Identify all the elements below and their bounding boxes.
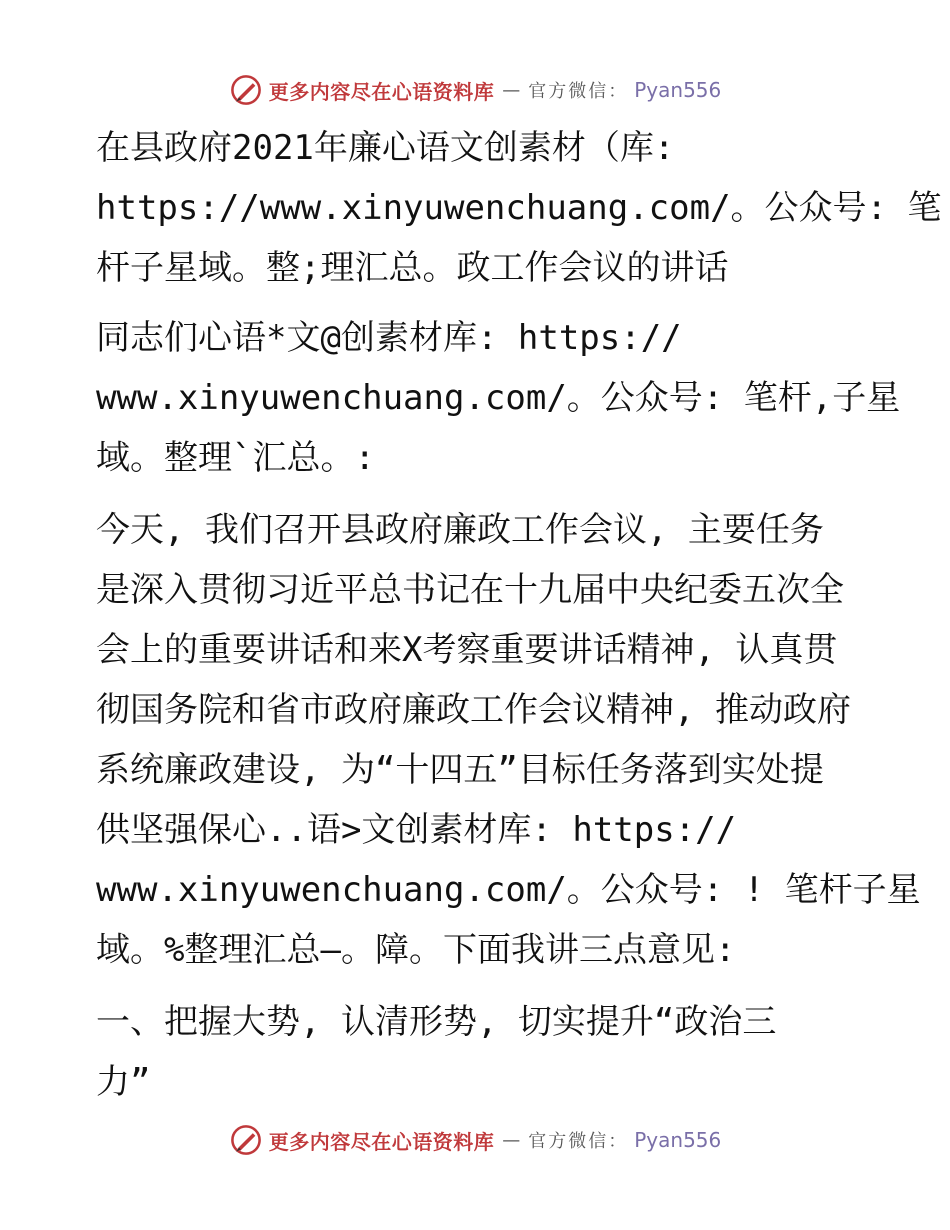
footer-banner: [0, 1118, 950, 1162]
text-line: www.xinyuwenchuang.com/。公众号: ! 笔杆子星: [96, 870, 921, 910]
text-line: 系统廉政建设, 为“十四五”目标任务落到实处提: [96, 750, 824, 790]
text-line: 域。%整理汇总—。障。下面我讲三点意见:: [96, 930, 736, 970]
text-line: 供坚强保心..语>文创素材库: https://: [96, 810, 737, 850]
text-line: 同志们心语*文@创素材库: https://: [96, 318, 682, 358]
section-heading: [96, 992, 866, 1112]
pen-circle-icon: [229, 73, 263, 107]
text-line: 杆子星域。整;理汇总。政工作会议的讲话: [96, 248, 729, 288]
text-line: 域。整理`汇总。:: [96, 438, 375, 478]
banner-title: 更多内容尽在心语资料库: [268, 79, 495, 104]
paragraph-1: [96, 118, 942, 298]
banner-wechat-label: 官方微信：: [528, 1131, 629, 1152]
header-banner: [0, 68, 950, 112]
banner-wechat-handle: Pyan556: [634, 1128, 722, 1152]
text-line: 在县政府2021年廉心语文创素材（库:: [96, 128, 675, 168]
banner-title: 更多内容尽在心语资料库: [268, 1129, 495, 1154]
banner-dash: —: [502, 79, 521, 101]
text-line: 彻国务院和省市政府廉政工作会议精神, 推动政府: [96, 690, 851, 730]
text-line: www.xinyuwenchuang.com/。公众号: 笔杆,子星: [96, 378, 901, 418]
document-body: [96, 118, 942, 1112]
text-line: 一、把握大势, 认清形势, 切实提升“政治三: [96, 1002, 777, 1042]
text-line: https://www.xinyuwenchuang.com/。公众号: 笔: [96, 188, 942, 228]
banner-wechat-handle: Pyan556: [634, 78, 722, 102]
paragraph-3: [96, 500, 921, 980]
text-line: 今天, 我们召开县政府廉政工作会议, 主要任务: [96, 510, 824, 550]
banner-dash: —: [502, 1129, 521, 1151]
text-line: 会上的重要讲话和来X考察重要讲话精神, 认真贯: [96, 630, 838, 670]
pen-circle-icon: [229, 1123, 263, 1157]
paragraph-2: [96, 308, 901, 488]
banner-wechat-label: 官方微信：: [528, 81, 629, 102]
text-line: 是深入贯彻习近平总书记在十九届中央纪委五次全: [96, 570, 844, 610]
text-line: 力”: [96, 1062, 151, 1102]
